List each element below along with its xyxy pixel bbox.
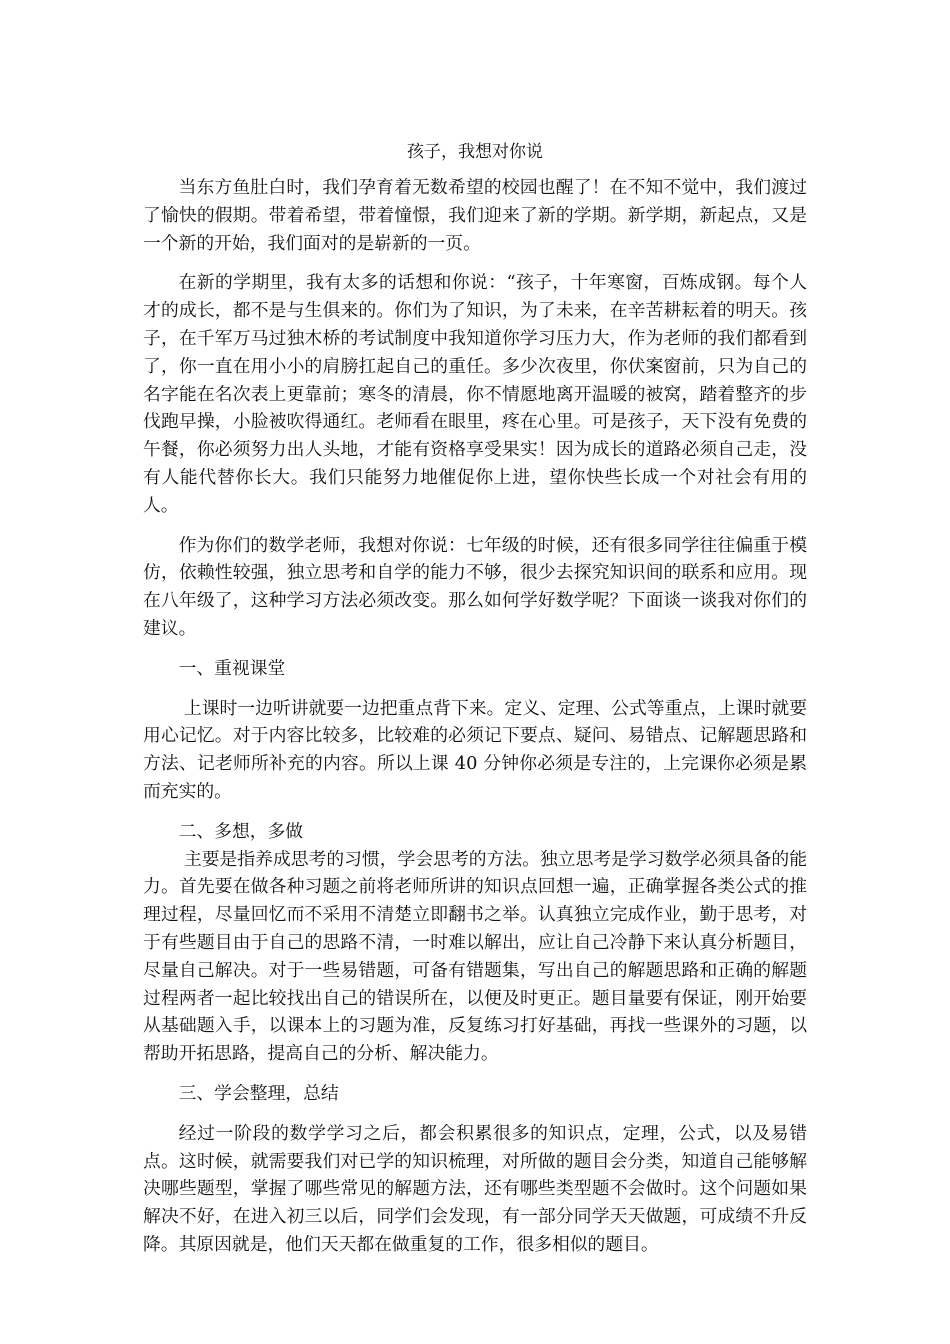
document-title: 孩子，我想对你说: [407, 142, 543, 162]
section-heading-3: 三、学会整理，总结: [178, 1082, 339, 1104]
section-heading-1: 一、重视课堂: [178, 657, 286, 679]
paragraph-math-teacher: 作为你们的数学老师，我想对你说：七年级的时候，还有很多同学往往偏重于模仿，依赖性较强，独立思考和自学的能力不够，很少去探究知识间的联系和应用。现在八年级了，这种学习方法必须改变。那么如何学好数学呢？下面谈一谈我对你们的建议。: [143, 534, 807, 639]
paragraph-section-1: 上课时一边听讲就要一边把重点背下来。定义、定理、公式等重点，上课时就要用心记忆。对于内容比较多，比较难的必须记下要点、疑问、易错点、记解题思路和方法、记老师所补充的内容。所以上课 40 分钟你必须是专注的，上完课你必须是累而充实的。: [143, 697, 807, 802]
section-heading-2: 二、多想，多做: [178, 820, 304, 842]
paragraph-section-3: 经过一阶段的数学学习之后，都会积累很多的知识点，定理，公式，以及易错点。这时候，就需要我们对已学的知识梳理，对所做的题目会分类，知道自己能够解决哪些题型，掌握了哪些常见的解题方法，还有哪些类型题不会做时。这个问题如果解决不好，在进入初三以后，同学们会发现，有一部分同学天天做题，可成绩不升反降。其原因就是，他们天天都在做重复的工作，很多相似的题目。: [143, 1122, 807, 1255]
document-body: [143, 174, 807, 1271]
paragraph-message: 在新的学期里，我有太多的话想和你说：“孩子，十年寒窗，百炼成钢。每个人才的成长，都不是与生俱来的。你们为了知识，为了未来，在辛苦耕耘着的明天。孩子，在千军万马过独木桥的考试制度中我知道你学习压力大，作为老师的我们都看到了，你一直在用小小的肩膀扛起自己的重任。多少次夜里，你伏案窗前，只为自己的名字能在名次表上更靠前；寒冬的清晨，你不情愿地离开温暖的被窝，踏着整齐的步伐跑早操，小脸被吹得通红。老师看在眼里，疼在心里。可是孩子，天下没有免费的午餐，你必须努力出人头地，才能有资格享受果实！因为成长的道路必须自己走，没有人能代替你长大。我们只能努力地催促你上进，望你快些长成一个对社会有用的人。: [143, 272, 807, 516]
paragraph-section-2: 主要是指养成思考的习惯，学会思考的方法。独立思考是学习数学必须具备的能力。首先要在做各种习题之前将老师所讲的知识点回想一遍，正确掌握各类公式的推理过程，尽量回忆而不采用不清楚立即翻书之举。认真独立完成作业，勤于思考，对于有些题目由于自己的思路不清，一时难以解出，应让自己冷静下来认真分析题目，尽量自己解决。对于一些易错题，可备有错题集，写出自己的解题思路和正确的解题过程两者一起比较找出自己的错误所在，以便及时更正。题目量要有保证，刚开始要从基础题入手，以课本上的习题为准，反复练习打好基础，再找一些课外的习题，以帮助开拓思路，提高自己的分析、解决能力。: [143, 848, 807, 1065]
paragraph-intro: 当东方鱼肚白时，我们孕育着无数希望的校园也醒了！在不知不觉中，我们渡过了愉快的假期。带着希望，带着憧憬，我们迎来了新的学期。新学期，新起点，又是一个新的开始，我们面对的是崭新的一页。: [143, 177, 807, 254]
